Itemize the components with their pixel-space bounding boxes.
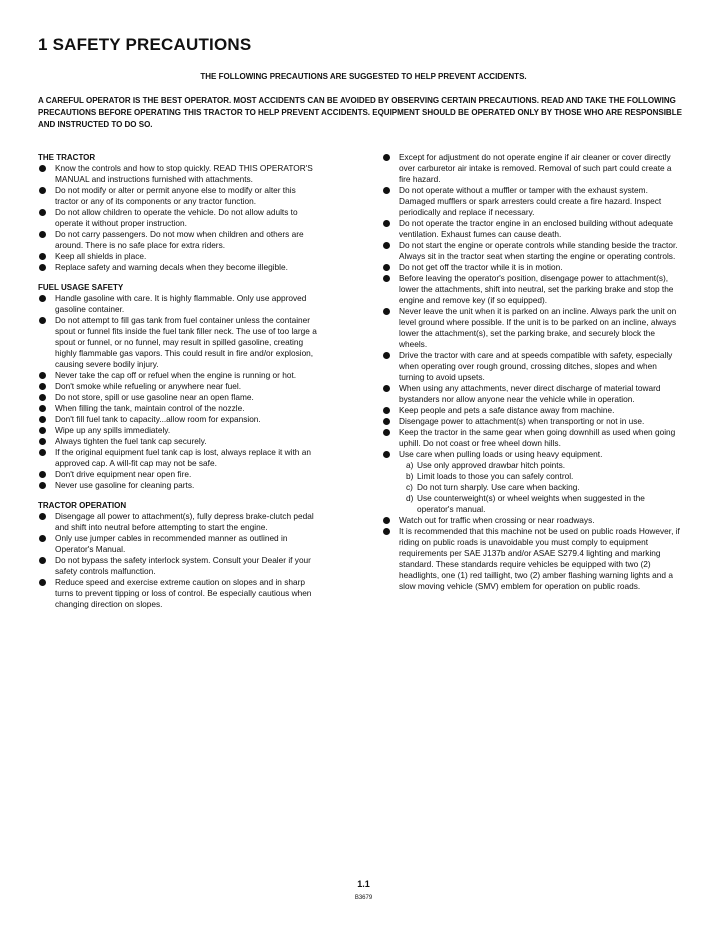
list-item-text: Do not modify or alter or permit anyone else to modify or alter this tractor or any of its components or any tractor function. bbox=[55, 185, 296, 206]
list-item-text: Never take the cap off or refuel when the engine is running or hot. bbox=[55, 370, 297, 380]
list-item-text: Do not start the engine or operate controls while standing beside the tractor. Always sit in the tractor seat when starting the engine or operating controls. bbox=[399, 240, 678, 261]
bullet-icon bbox=[39, 438, 46, 445]
list-item bbox=[38, 403, 320, 414]
sublist-letter: b) bbox=[406, 471, 414, 481]
list-item-text: Do not attempt to fill gas tank from fuel container unless the container spout or funnel fits inside the fuel tank filler neck. The use of too large a spout or funnel, or no funnel, may result in spilled gasoline, creating highly flammable gas vapors. This could result in fire and/or explosion, causing severe bodily injury. bbox=[55, 315, 317, 369]
bullet-icon bbox=[39, 231, 46, 238]
list-item-text: Reduce speed and exercise extreme caution on slopes and in sharp turns to prevent tipping or loss of control. Be especially cautious when changing direction on slopes. bbox=[55, 577, 312, 609]
list-item-text: Don't fill fuel tank to capacity...allow room for expansion. bbox=[55, 414, 261, 424]
bullet-icon bbox=[383, 275, 390, 282]
bullet-icon bbox=[383, 352, 390, 359]
bullet-icon bbox=[383, 264, 390, 271]
list-item bbox=[38, 185, 320, 207]
bullet-icon bbox=[39, 405, 46, 412]
list-item bbox=[38, 533, 320, 555]
list-item bbox=[382, 405, 682, 416]
bullet-icon bbox=[39, 471, 46, 478]
list-item-text: Don't drive equipment near open fire. bbox=[55, 469, 192, 479]
list-item-text: Always tighten the fuel tank cap securely. bbox=[55, 436, 207, 446]
bullet-icon bbox=[39, 209, 46, 216]
list-item bbox=[382, 449, 682, 515]
list-item-text: Never use gasoline for cleaning parts. bbox=[55, 480, 195, 490]
list-item bbox=[382, 416, 682, 427]
tractor-list bbox=[38, 163, 320, 273]
sublist-text: Do not turn sharply. Use care when backing. bbox=[417, 482, 580, 492]
list-item-text: Before leaving the operator's position, disengage power to attachment(s), lower the attachments, shift into neutral, set the parking brake and stop the engine and remove key (if so equipped). bbox=[399, 273, 674, 305]
sublist-letter: d) bbox=[406, 493, 414, 503]
list-item bbox=[38, 511, 320, 533]
sublist-item bbox=[406, 471, 682, 482]
list-item bbox=[38, 577, 320, 610]
bullet-icon bbox=[383, 385, 390, 392]
bullet-icon bbox=[383, 528, 390, 535]
section-heading-fuel: FUEL USAGE SAFETY bbox=[38, 283, 124, 292]
list-item bbox=[382, 350, 682, 383]
list-item-text: Do not store, spill or use gasoline near an open flame. bbox=[55, 392, 254, 402]
list-item bbox=[38, 370, 320, 381]
list-item bbox=[38, 293, 320, 315]
list-item bbox=[382, 273, 682, 306]
operation-list bbox=[38, 511, 320, 610]
sublist-letter: a) bbox=[406, 460, 414, 470]
list-item bbox=[38, 447, 320, 469]
list-item bbox=[382, 427, 682, 449]
bullet-icon bbox=[39, 394, 46, 401]
bullet-icon bbox=[39, 165, 46, 172]
list-item-text: Don't smoke while refueling or anywhere near fuel. bbox=[55, 381, 242, 391]
list-item-text: Replace safety and warning decals when they become illegible. bbox=[55, 262, 288, 272]
bullet-icon bbox=[39, 416, 46, 423]
list-item bbox=[382, 185, 682, 218]
list-item-text: Do not operate the tractor engine in an enclosed building without adequate ventilation. Exhaust fumes can cause death. bbox=[399, 218, 673, 239]
list-item-text: Keep all shields in place. bbox=[55, 251, 147, 261]
list-item bbox=[38, 414, 320, 425]
list-item bbox=[38, 436, 320, 447]
page-number: 1.1 bbox=[357, 879, 370, 889]
list-item bbox=[38, 251, 320, 262]
list-item-text: Do not carry passengers. Do not mow when children and others are around. There is no safe place for extra riders. bbox=[55, 229, 304, 250]
bullet-icon bbox=[39, 449, 46, 456]
list-item-text: Keep the tractor in the same gear when going downhill as used when going uphill. Do not coast or free wheel down hills. bbox=[399, 427, 676, 448]
bullet-icon bbox=[383, 517, 390, 524]
bullet-icon bbox=[383, 418, 390, 425]
bullet-icon bbox=[383, 220, 390, 227]
bullet-icon bbox=[383, 429, 390, 436]
list-item-text: Handle gasoline with care. It is highly flammable. Only use approved gasoline container. bbox=[55, 293, 307, 314]
bullet-icon bbox=[39, 427, 46, 434]
bullet-icon bbox=[383, 308, 390, 315]
list-item bbox=[38, 381, 320, 392]
list-item bbox=[382, 526, 682, 592]
sublist-text: Limit loads to those you can safely control. bbox=[417, 471, 574, 481]
list-item bbox=[38, 469, 320, 480]
bullet-icon bbox=[383, 187, 390, 194]
list-item bbox=[382, 152, 682, 185]
bullet-icon bbox=[39, 253, 46, 260]
sublist-item bbox=[406, 482, 682, 493]
list-item bbox=[38, 480, 320, 491]
page-subtitle: THE FOLLOWING PRECAUTIONS ARE SUGGESTED TO HELP PREVENT ACCIDENTS. bbox=[200, 72, 527, 81]
list-item-text: Know the controls and how to stop quickly. READ THIS OPERATOR'S MANUAL and instructions furnished with attachments. bbox=[55, 163, 313, 184]
list-item bbox=[38, 163, 320, 185]
bullet-icon bbox=[39, 187, 46, 194]
list-item-text: Use care when pulling loads or using heavy equipment. bbox=[399, 449, 603, 459]
list-item bbox=[38, 555, 320, 577]
list-item-text: Never leave the unit when it is parked on an incline. Always park the unit on level ground where possible. If the unit is to be parked on an incline, always lower the attachment(s), set the parking brake, and securely block the wheels. bbox=[399, 306, 677, 349]
fuel-list bbox=[38, 293, 320, 491]
list-item-text: It is recommended that this machine not be used on public roads However, if riding on public roads is unavoidable you must comply to equipment requirements per SAE J137b and/or ASAE S279.4 lighting and marking standard. These standards require vehicles be equipped with two (2) headlights, one (1) red taillight, two (2) amber flashing warning lights and a slow moving vehicle (SMV) emblem for operation on public roads. bbox=[399, 526, 680, 591]
list-item bbox=[382, 240, 682, 262]
list-item-text: If the original equipment fuel tank cap is lost, always replace it with an approved cap. A will-fit cap may not be safe. bbox=[55, 447, 311, 468]
bullet-icon bbox=[39, 513, 46, 520]
list-item bbox=[382, 306, 682, 350]
list-item-text: Only use jumper cables in recommended manner as outlined in Operator's Manual. bbox=[55, 533, 288, 554]
list-item bbox=[38, 425, 320, 436]
section-heading-tractor: THE TRACTOR bbox=[38, 153, 96, 162]
list-item bbox=[38, 262, 320, 273]
list-item bbox=[382, 383, 682, 405]
loads-sublist bbox=[399, 460, 682, 515]
list-item bbox=[38, 315, 320, 370]
list-item-text: Wipe up any spills immediately. bbox=[55, 425, 171, 435]
sublist-text: Use counterweight(s) or wheel weights when suggested in the operator's manual. bbox=[417, 493, 645, 514]
list-item-text: Keep people and pets a safe distance away from machine. bbox=[399, 405, 615, 415]
document-code: B3679 bbox=[354, 895, 373, 901]
bullet-icon bbox=[39, 557, 46, 564]
list-item-text: Do not operate without a muffler or tamper with the exhaust system. Damaged mufflers or spark arresters could create a fire hazard. Inspect periodically and replace if necessary. bbox=[399, 185, 662, 217]
bullet-icon bbox=[39, 535, 46, 542]
bullet-icon bbox=[383, 154, 390, 161]
bullet-icon bbox=[39, 372, 46, 379]
sublist-text: Use only approved drawbar hitch points. bbox=[417, 460, 566, 470]
right-column bbox=[382, 152, 682, 592]
list-item-text: When using any attachments, never direct discharge of material toward bystanders nor allow anyone near the vehicle while in operation. bbox=[399, 383, 661, 404]
bullet-icon bbox=[39, 482, 46, 489]
list-item bbox=[382, 515, 682, 526]
list-item-text: Disengage power to attachment(s) when transporting or not in use. bbox=[399, 416, 645, 426]
list-item bbox=[38, 229, 320, 251]
bullet-icon bbox=[383, 451, 390, 458]
right-column-list bbox=[382, 152, 682, 592]
sublist-item bbox=[406, 493, 682, 515]
list-item-text: Do not allow children to operate the vehicle. Do not allow adults to operate it without proper instruction. bbox=[55, 207, 298, 228]
list-item bbox=[382, 262, 682, 273]
bullet-icon bbox=[39, 579, 46, 586]
list-item-text: Disengage all power to attachment(s), fully depress brake-clutch pedal and shift into neutral before attempting to start the engine. bbox=[55, 511, 314, 532]
list-item bbox=[382, 218, 682, 240]
bullet-icon bbox=[39, 383, 46, 390]
list-item-text: Watch out for traffic when crossing or near roadways. bbox=[399, 515, 595, 525]
list-item bbox=[38, 207, 320, 229]
sublist-item bbox=[406, 460, 682, 471]
list-item bbox=[38, 392, 320, 403]
list-item-text: Do not bypass the safety interlock system. Consult your Dealer if your safety controls malfunction. bbox=[55, 555, 311, 576]
page-title: 1 SAFETY PRECAUTIONS bbox=[38, 35, 252, 54]
section-heading-operation: TRACTOR OPERATION bbox=[38, 501, 127, 510]
list-item-text: Except for adjustment do not operate engine if air cleaner or cover directly over carburetor air intake is removed. Removal of such part could create a fire hazard. bbox=[399, 152, 672, 184]
list-item-text: When filling the tank, maintain control of the nozzle. bbox=[55, 403, 245, 413]
bullet-icon bbox=[39, 295, 46, 302]
bullet-icon bbox=[39, 317, 46, 324]
left-column bbox=[38, 152, 320, 610]
bullet-icon bbox=[383, 407, 390, 414]
intro-paragraph: A CAREFUL OPERATOR IS THE BEST OPERATOR. MOST ACCIDENTS CAN BE AVOIDED BY OBSERVING CERTAIN PRECAUTIONS. READ AND TAKE THE FOLLOWING PRECAUTIONS BEFORE OPERATING THIS TRACTOR TO HELP PREVENT ACCIDENTS. EQUIPMENT SHOULD BE OPERATED ONLY BY THOSE WHO ARE RESPONSIBLE AND INSTRUCTED TO DO SO. bbox=[38, 96, 682, 129]
sublist-letter: c) bbox=[406, 482, 413, 492]
list-item-text: Do not get off the tractor while it is in motion. bbox=[399, 262, 563, 272]
list-item-text: Drive the tractor with care and at speeds compatible with safety, especially when operating over rough ground, crossing ditches, slopes and when turning to avoid upsets. bbox=[399, 350, 673, 382]
bullet-icon bbox=[383, 242, 390, 249]
bullet-icon bbox=[39, 264, 46, 271]
